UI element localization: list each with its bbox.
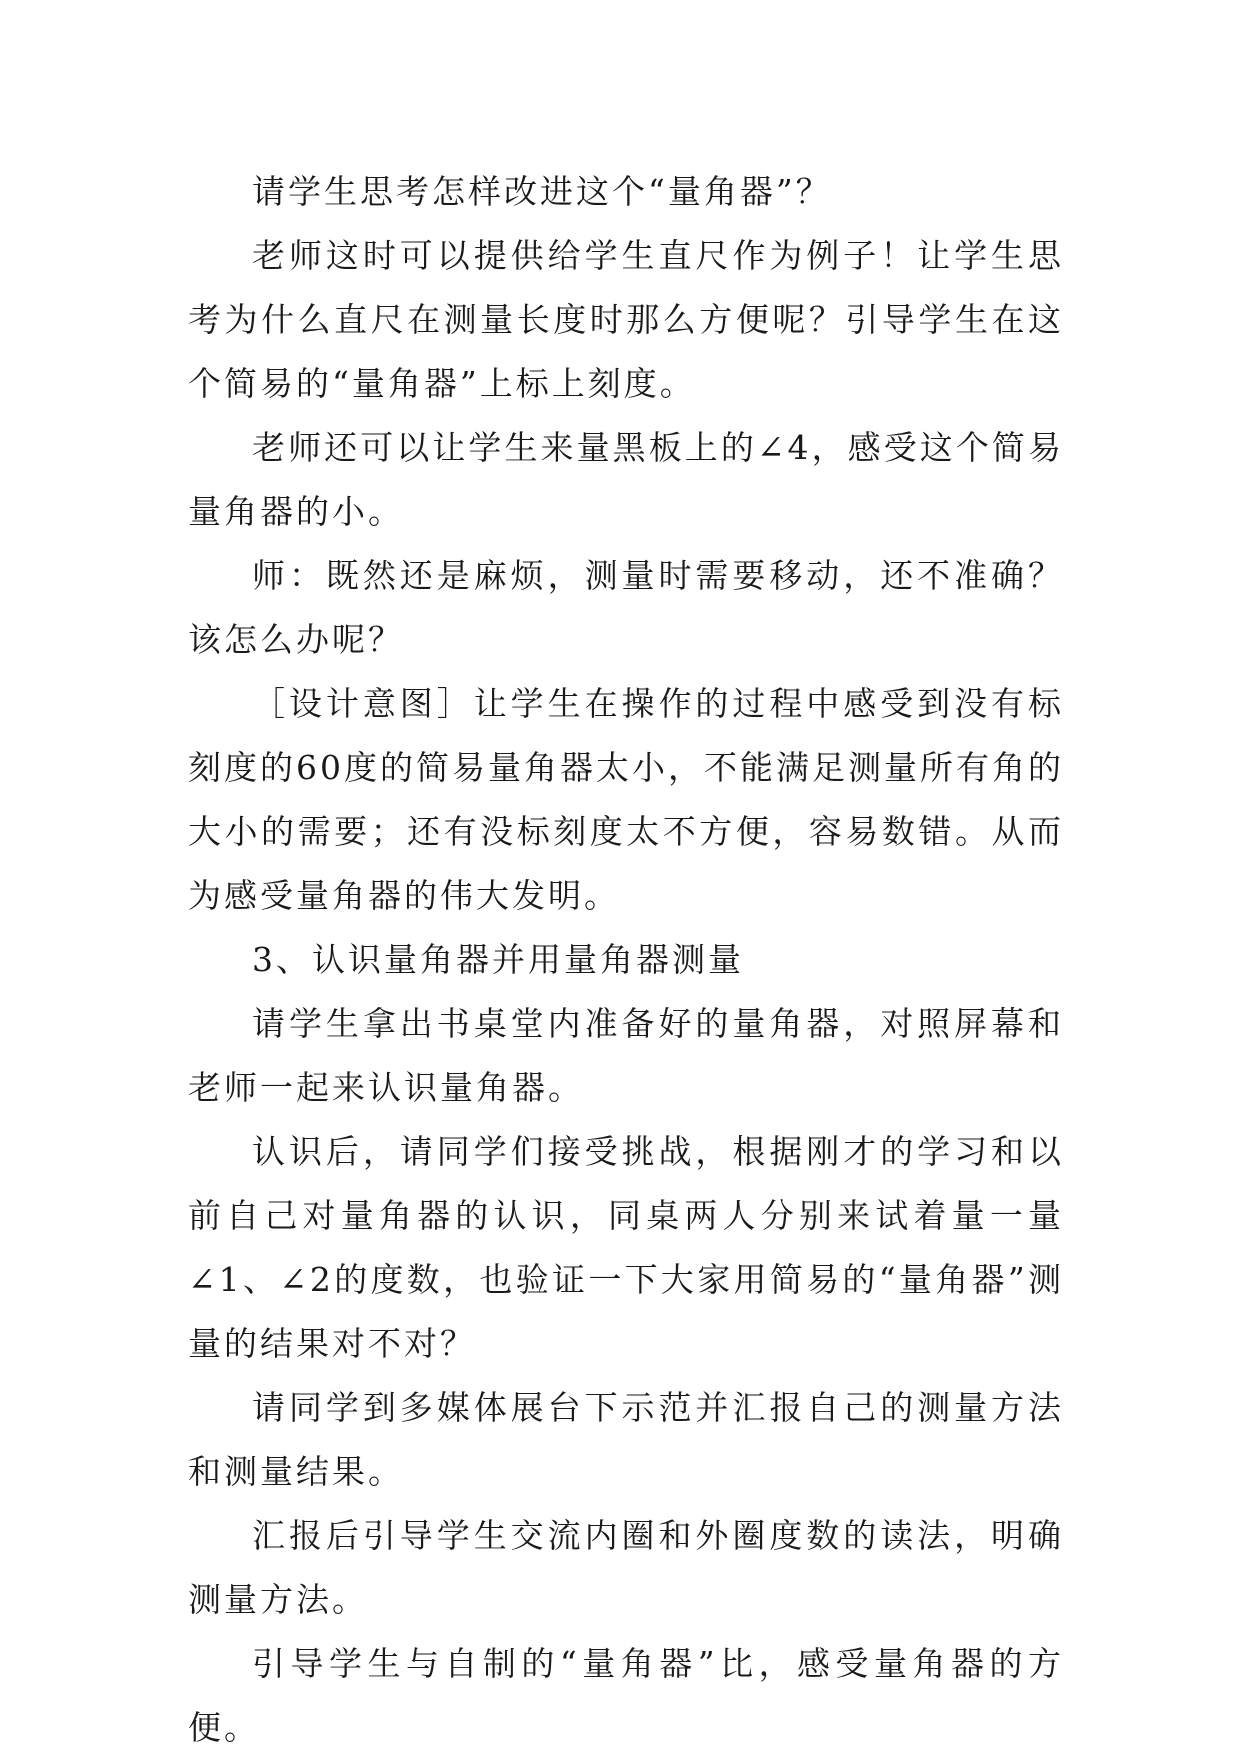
section-heading: 3、认识量角器并用量角器测量 — [252, 940, 744, 979]
paragraph-10: 汇报后引导学生交流内圈和外圈度数的读法，明确测量方法。 — [188, 1516, 1064, 1619]
paragraph-7: 请学生拿出书桌堂内准备好的量角器，对照屏幕和老师一起来认识量角器。 — [188, 1004, 1064, 1107]
paragraph-3: 老师还可以让学生来量黑板上的∠4，感受这个简易量角器的小。 — [188, 428, 1064, 531]
paragraph-5-design-intent: ［设计意图］让学生在操作的过程中感受到没有标刻度的60度的简易量角器太小，不能满足测量所有角的大小的需要；还有没标刻度太不方便，容易数错。从而为感受量角器的伟大发明。 — [188, 684, 1064, 915]
paragraph-4: 师：既然还是麻烦，测量时需要移动，还不准确？该怎么办呢？ — [188, 556, 1064, 659]
paragraph-11: 引导学生与自制的“量角器”比，感受量角器的方便。 — [188, 1644, 1064, 1747]
paragraph-9: 请同学到多媒体展台下示范并汇报自己的测量方法和测量结果。 — [188, 1388, 1064, 1491]
paragraph-1: 请学生思考怎样改进这个“量角器”？ — [252, 172, 832, 211]
document-body — [188, 160, 1064, 1760]
paragraph-8: 认识后，请同学们接受挑战，根据刚才的学习和以前自己对量角器的认识，同桌两人分别来试着量一量∠1、∠2的度数，也验证一下大家用简易的“量角器”测量的结果对不对？ — [188, 1132, 1064, 1363]
paragraph-2: 老师这时可以提供给学生直尺作为例子！让学生思考为什么直尺在测量长度时那么方便呢？引导学生在这个简易的“量角器”上标上刻度。 — [188, 236, 1064, 403]
